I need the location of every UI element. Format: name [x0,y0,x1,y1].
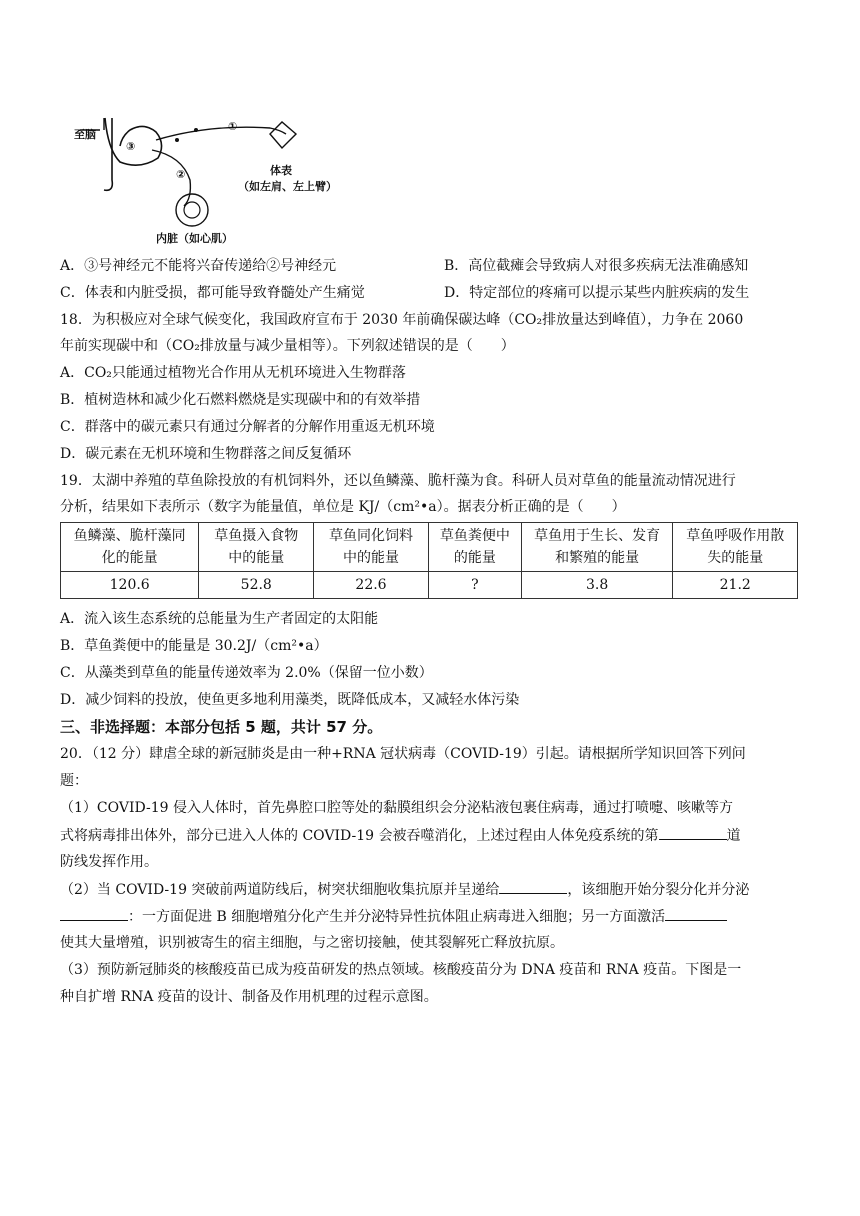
q20-part1-line3: 防线发挥作用。 [60,854,158,870]
label-internal-organ: 内脏（如心肌） [156,232,233,245]
label-neuron-2: ② [176,168,186,181]
q19-option-c: C．从藻类到草鱼的能量传递效率为 2.0%（保留一位小数） [60,665,433,681]
q18-option-a: A．CO₂只能通过植物光合作用从无机环境进入生物群落 [60,365,406,381]
table-header-cell: 草鱼同化饲料 中的能量 [314,523,429,572]
q18-stem-line2: 年前实现碳中和（CO₂排放量与减少量相等）。下列叙述错误的是（ ） [60,338,515,354]
q17-option-a: A．③号神经元不能将兴奋传递给②号神经元 [60,258,337,274]
label-body-surface-note: （如左肩、左上臂） [238,180,337,193]
label-brain: 至脑 [74,128,96,141]
label-neuron-1: ① [228,120,238,133]
q19-option-d: D．减少饲料的投放，使鱼更多地利用藻类，既降低成本，又减轻水体污染 [60,692,520,708]
table-cell: 22.6 [314,572,429,599]
label-body-surface: 体表 [270,164,292,177]
q20-part3-line1: （3）预防新冠肺炎的核酸疫苗已成为疫苗研发的热点领域。核酸疫苗分为 DNA 疫苗和 RNA 疫苗。下图是一 [60,962,742,978]
q20-part2-line2: ：一方面促进 B 细胞增殖分化产生并分泌特异性抗体阻止病毒进入细胞；另一方面激活 [60,906,727,927]
table-cell: ? [428,572,521,599]
q19-option-b: B．草鱼粪便中的能量是 30.2J/（cm²•a） [60,638,328,654]
table-header-cell: 草鱼用于生长、发育 和繁殖的能量 [521,523,673,572]
table-header-cell: 鱼鳞藻、脆杆藻同 化的能量 [61,523,199,572]
table-header-cell: 草鱼呼吸作用散 失的能量 [673,523,798,572]
table-header-cell: 草鱼粪便中 的能量 [428,523,521,572]
q19-stem-line2: 分析，结果如下表所示（数字为能量值，单位是 KJ/（cm²•a）。据表分析正确的是（ ） [60,499,626,515]
q17-option-d: D．特定部位的疼痛可以提示某些内脏疾病的发生 [444,285,750,301]
q20-part2-line3: 使其大量增殖，识别被寄生的宿主细胞，与之密切接触，使其裂解死亡释放抗原。 [60,935,564,951]
table-cell: 3.8 [521,572,673,599]
table-row [61,572,798,599]
table-header-row [61,523,798,572]
neural-pathway-diagram [60,110,360,249]
energy-flow-table [60,522,798,599]
q20-intro-line2: 题： [60,773,88,789]
q18-stem-line1: 18．为积极应对全球气候变化，我国政府宣布于 2030 年前确保碳达峰（CO₂排放量达到峰值），力争在 2060 [60,312,744,328]
table-cell: 21.2 [673,572,798,599]
q17-option-c: C．体表和内脏受损，都可能导致脊髓处产生痛觉 [60,285,365,301]
table-header-cell: 草鱼摄入食物 中的能量 [199,523,314,572]
section3-heading: 三、非选择题：本部分包括 5 题，共计 57 分。 [60,718,383,736]
answer-blank[interactable] [499,879,567,894]
q20-part2-line1: （2）当 COVID-19 突破前两道防线后，树突状细胞收集抗原并呈递给 ，该细胞开始分裂分化并分泌 [60,879,749,900]
q20-part1-line1: （1）COVID-19 侵入人体时，首先鼻腔口腔等处的黏膜组织会分泌粘液包裹住病毒，通过打喷嚏、咳嗽等方 [60,800,733,816]
table-cell: 52.8 [199,572,314,599]
q17-option-b: B．高位截瘫会导致病人对很多疾病无法准确感知 [444,258,749,274]
answer-blank[interactable] [659,825,727,840]
q19-option-a: A．流入该生态系统的总能量为生产者固定的太阳能 [60,611,379,627]
q20-part1-line2: 式将病毒排出体外，部分已进入人体的 COVID-19 会被吞噬消化，上述过程由人体免疫系统的第 道 [60,825,741,846]
table-cell: 120.6 [61,572,199,599]
q18-option-d: D．碳元素在无机环境和生物群落之间反复循环 [60,446,352,462]
q19-stem-line1: 19．太湖中养殖的草鱼除投放的有机饲料外，还以鱼鳞藻、脆杆藻为食。科研人员对草鱼的能量流动情况进行 [60,473,736,489]
q18-option-b: B．植树造林和减少化石燃料燃烧是实现碳中和的有效举措 [60,392,421,408]
label-neuron-3: ③ [126,140,136,153]
q20-intro-line1: 20．（12 分）肆虐全球的新冠肺炎是由一种+RNA 冠状病毒（COVID-19）引起。请根据所学知识回答下列问 [60,746,746,762]
answer-blank[interactable] [60,906,128,921]
answer-blank[interactable] [665,906,727,921]
q20-part3-line2: 种自扩增 RNA 疫苗的设计、制备及作用机理的过程示意图。 [60,989,438,1005]
q18-option-c: C．群落中的碳元素只有通过分解者的分解作用重返无机环境 [60,419,435,435]
